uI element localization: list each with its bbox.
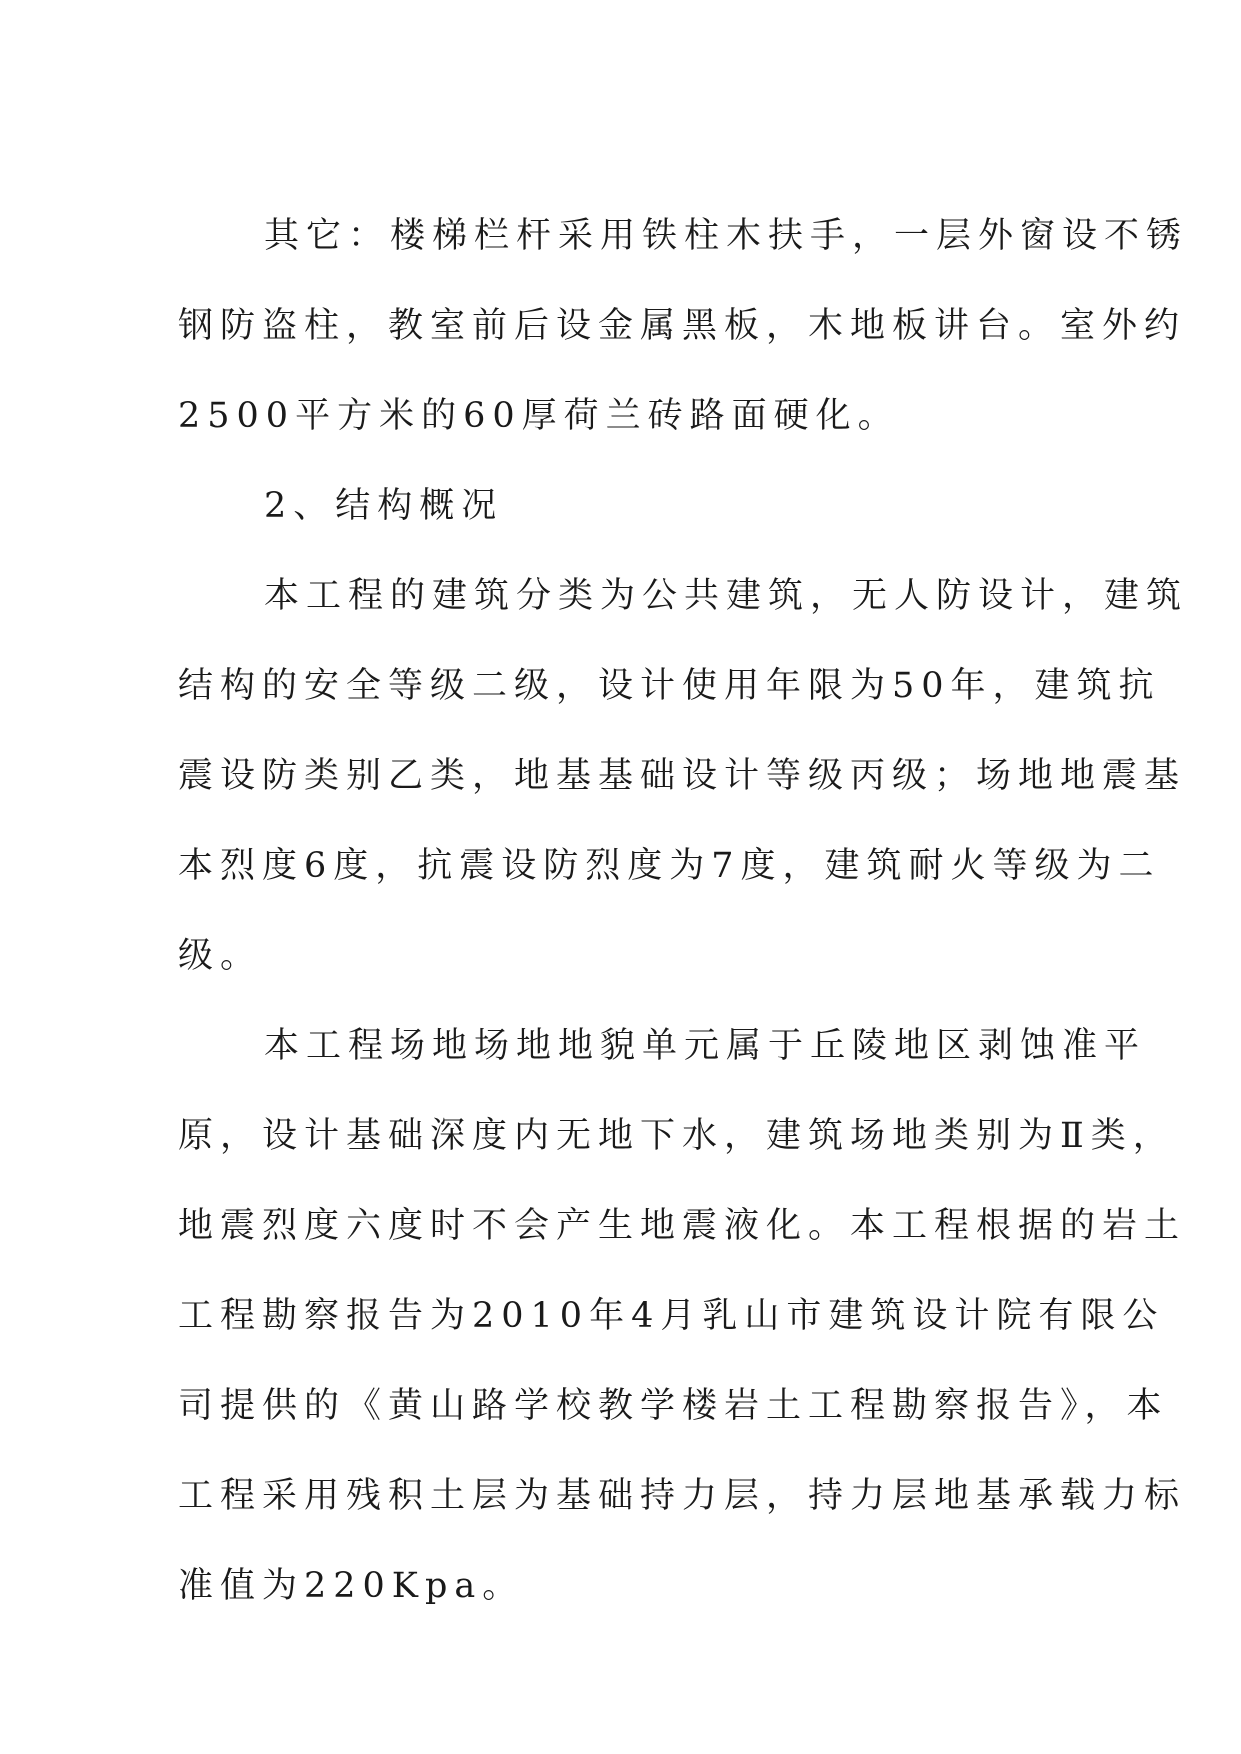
paragraph-site-line-4: 工程勘察报告为2010年4月乳山市建筑设计院有限公	[178, 1296, 1165, 1336]
paragraph-site-line-7: 准值为220Kpa。	[178, 1566, 525, 1606]
paragraph-classification-line-3: 震设防类别乙类，地基基础设计等级丙级；场地地震基	[178, 756, 1187, 796]
paragraph-others-line-2: 钢防盗柱，教室前后设金属黑板，木地板讲台。室外约	[178, 306, 1187, 346]
body-text	[178, 191, 1189, 1631]
section-heading-structure: 2、结构概况	[264, 486, 504, 526]
paragraph-site-line-1: 本工程场地场地地貌单元属于丘陵地区剥蚀准平	[264, 1026, 1147, 1066]
paragraph-site-line-2: 原，设计基础深度内无地下水，建筑场地类别为Ⅱ类，	[178, 1116, 1175, 1156]
paragraph-classification-line-2: 结构的安全等级二级，设计使用年限为50年，建筑抗	[178, 666, 1161, 706]
paragraph-classification-line-4: 本烈度6度，抗震设防烈度为7度，建筑耐火等级为二	[178, 846, 1161, 886]
paragraph-others-line-3: 2500平方米的60厚荷兰砖路面硬化。	[178, 396, 900, 436]
paragraph-site-line-3: 地震烈度六度时不会产生地震液化。本工程根据的岩土	[178, 1206, 1187, 1246]
paragraph-site-line-5: 司提供的《黄山路学校教学楼岩土工程勘察报告》，本	[178, 1386, 1169, 1426]
paragraph-classification-line-1: 本工程的建筑分类为公共建筑，无人防设计，建筑	[264, 576, 1189, 616]
paragraph-site-line-6: 工程采用残积土层为基础持力层，持力层地基承载力标	[178, 1476, 1187, 1516]
paragraph-classification-line-5: 级。	[178, 936, 263, 976]
paragraph-others-line-1: 其它：楼梯栏杆采用铁柱木扶手，一层外窗设不锈	[264, 216, 1189, 256]
